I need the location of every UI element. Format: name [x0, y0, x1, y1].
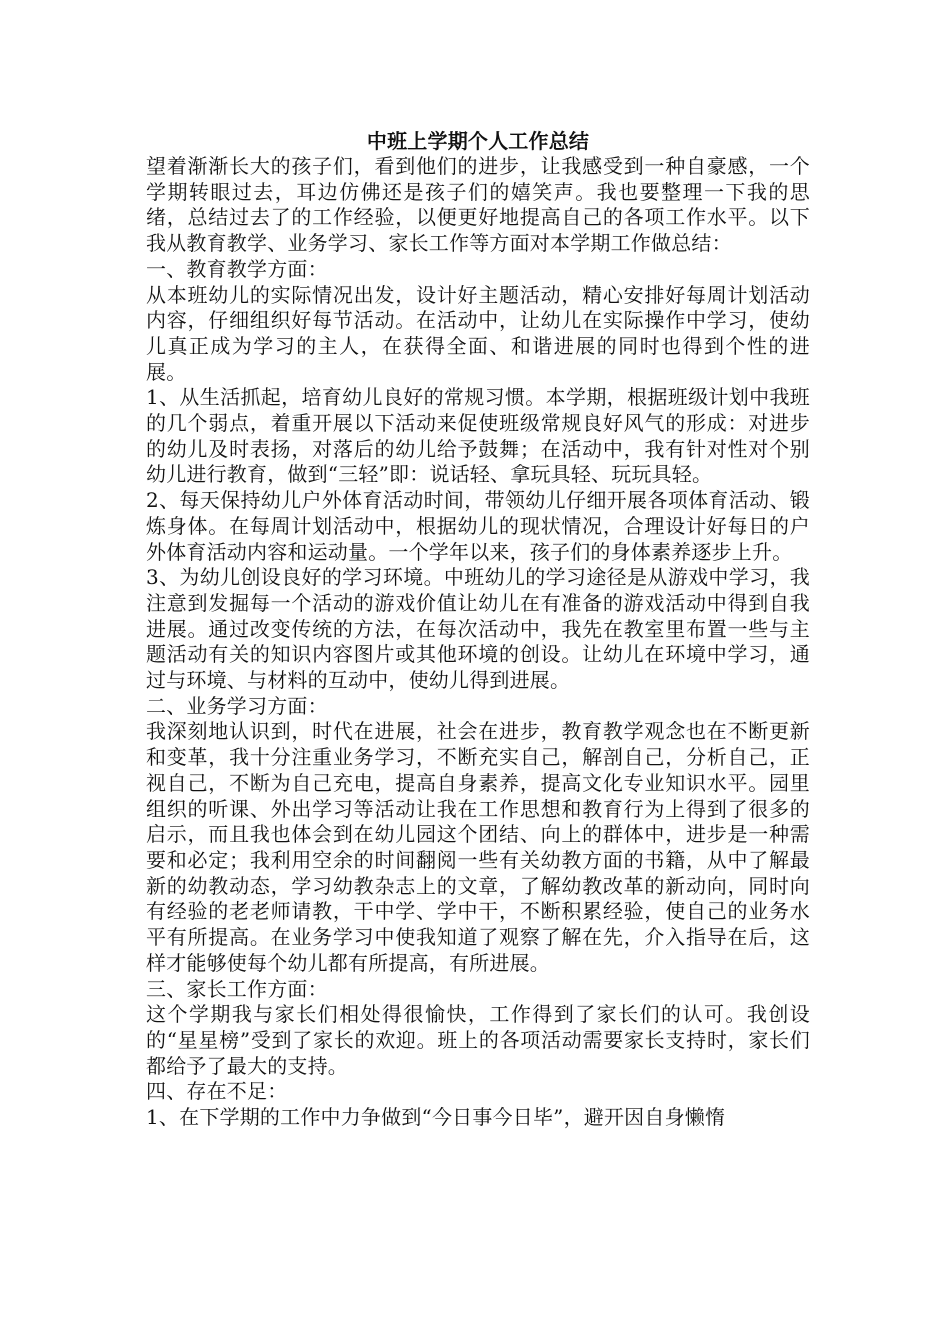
- teaching-item-2: 2、每天保持幼儿户外体育活动时间，带领幼儿仔细开展各项体育活动、锻炼身体。在每周计划活动中，根据幼儿的现状情况，合理设计好每日的户外体育活动内容和运动量。一个学年以来，孩子们的身体素养逐步上升。: [146, 488, 810, 564]
- section-heading-parents: 三、家长工作方面：: [146, 976, 328, 1001]
- section-heading-study: 二、业务学习方面：: [146, 693, 328, 718]
- document-title: 中班上学期个人工作总结: [366, 129, 590, 153]
- section-heading-shortcomings: 四、存在不足：: [146, 1079, 288, 1104]
- parents-paragraph: 这个学期我与家长们相处得很愉快，工作得到了家长们的认可。我创设的“星星榜”受到了家长的欢迎。班上的各项活动需要家长支持时，家长们都给予了最大的支持。: [146, 1002, 810, 1078]
- teaching-item-1: 1、从生活抓起，培育幼儿良好的常规习惯。本学期，根据班级计划中我班的几个弱点，着重开展以下活动来促使班级常规良好风气的形成：对进步的幼儿及时表扬，对落后的幼儿给予鼓舞；在活动中，我有针对性对个别幼儿进行教育，做到“三轻”即：说话轻、拿玩具轻、玩玩具轻。: [146, 385, 810, 487]
- teaching-paragraph: 从本班幼儿的实际情况出发，设计好主题活动，精心安排好每周计划活动内容，仔细组织好每节活动。在活动中，让幼儿在实际操作中学习，使幼儿真正成为学习的主人，在获得全面、和谐进展的同时也得到个性的进展。: [146, 282, 810, 384]
- section-heading-teaching: 一、教育教学方面：: [146, 256, 328, 281]
- document-body: [146, 128, 810, 1131]
- study-paragraph: 我深刻地认识到，时代在进展，社会在进步，教育教学观念也在不断更新和变革，我十分注重业务学习，不断充实自己，解剖自己，分析自己，正视自己，不断为自己充电，提高自身素养，提高文化专业知识水平。园里组织的听课、外出学习等活动让我在工作思想和教育行为上得到了很多的启示，而且我也体会到在幼儿园这个团结、向上的群体中，进步是一种需要和必定；我利用空余的时间翻阅一些有关幼教方面的书籍，从中了解最新的幼教动态，学习幼教杂志上的文章，了解幼教改革的新动向，同时向有经验的老老师请教，干中学、学中干，不断积累经验，使自己的业务水平有所提高。在业务学习中使我知道了观察了解在先，介入指导在后，这样才能够使每个幼儿都有所提高，有所进展。: [146, 719, 810, 975]
- intro-paragraph: 望着渐渐长大的孩子们，看到他们的进步，让我感受到一种自豪感，一个学期转眼过去，耳边仿佛还是孩子们的嬉笑声。我也要整理一下我的思绪，总结过去了的工作经验，以便更好地提高自己的各项工作水平。以下我从教育教学、业务学习、家长工作等方面对本学期工作做总结：: [146, 154, 810, 256]
- teaching-item-3: 3、为幼儿创设良好的学习环境。中班幼儿的学习途径是从游戏中学习，我注意到发掘每一个活动的游戏价值让幼儿在有准备的游戏活动中得到自我进展。通过改变传统的方法，在每次活动中，我先在教室里布置一些与主题活动有关的知识内容图片或其他环境的创设。让幼儿在环境中学习，通过与环境、与材料的互动中，使幼儿得到进展。: [146, 565, 810, 693]
- shortcomings-item-1: 1、在下学期的工作中力争做到“今日事今日毕”，避开因自身懒惰: [146, 1105, 726, 1130]
